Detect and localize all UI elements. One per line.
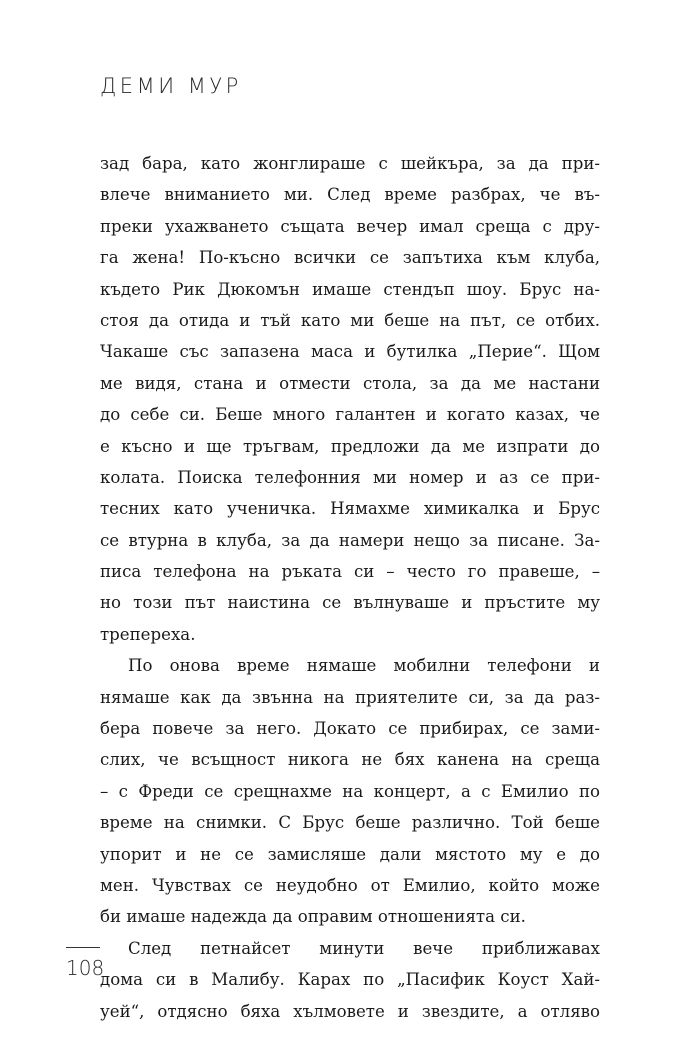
text-line: Чакаше със запазена маса и бутилка „Перие“. Щом (100, 342, 600, 362)
text-line: се втурна в клуба, за да намери нещо за писане. За- (100, 530, 600, 550)
text-line: е късно и ще тръгвам, предложи да ме изпрати до (100, 436, 600, 456)
text-line: нямаше как да звънна на приятелите си, за да раз- (100, 687, 600, 707)
body-text (100, 148, 600, 1027)
text-line: – с Фреди се срещнахме на концерт, а с Емилио по (100, 781, 600, 801)
text-line: слих, че всъщност никога не бях канена на среща (100, 750, 600, 770)
text-line: стоя да отида и тъй като ми беше на път, се отбих. (100, 310, 600, 330)
text-line: писа телефона на ръката си – често го правеше, – (100, 562, 600, 582)
text-line: колата. Поиска телефонния ми номер и аз се при- (100, 467, 600, 487)
text-line: влече вниманието ми. След време разбрах, че въ- (100, 185, 600, 205)
paragraph (100, 650, 600, 933)
text-line: ме видя, стана и отмести стола, за да ме настани (100, 373, 600, 393)
text-line: преки ухажването същата вечер имал среща с дру- (100, 216, 600, 236)
text-line: време на снимки. С Брус беше различно. Той беше (100, 813, 600, 833)
text-line: бера повече за него. Докато се прибирах, се зами- (100, 719, 600, 739)
text-line: След петнайсет минути вече приближавах (128, 938, 600, 958)
text-line: зад бара, като жонглираше с шейкъра, за да при- (100, 154, 600, 173)
paragraph (100, 933, 600, 1027)
text-line: По онова време нямаше мобилни телефони и (128, 656, 600, 676)
paragraph (100, 148, 600, 650)
text-line: уей“, отдясно бяха хълмовете и звездите, а отляво (100, 1001, 600, 1021)
text-line: но този път наистина се вълнуваше и пръстите му (100, 593, 600, 613)
text-line: тесних като ученичка. Нямахме химикалка и Брус (100, 499, 600, 519)
text-line: мен. Чувствах се неудобно от Емилио, който може (100, 875, 600, 895)
text-line: га жена! По-късно всички се запътиха към клуба, (100, 248, 600, 268)
folio-rule (66, 947, 100, 948)
text-line: упорит и не се замисляше дали мястото му е до (100, 844, 600, 864)
text-line: трепереха. (100, 624, 196, 644)
running-head: ДЕМИ МУР (100, 74, 242, 98)
text-line: дома си в Малибу. Карах по „Пасифик Коуст Хай- (100, 970, 600, 990)
page-number: 108 (66, 956, 105, 980)
text-line: до себе си. Беше много галантен и когато казах, че (100, 405, 600, 425)
text-line: би имаше надежда да оправим отношенията си. (100, 907, 526, 927)
text-line: където Рик Дюкомън имаше стендъп шоу. Брус на- (100, 279, 600, 299)
